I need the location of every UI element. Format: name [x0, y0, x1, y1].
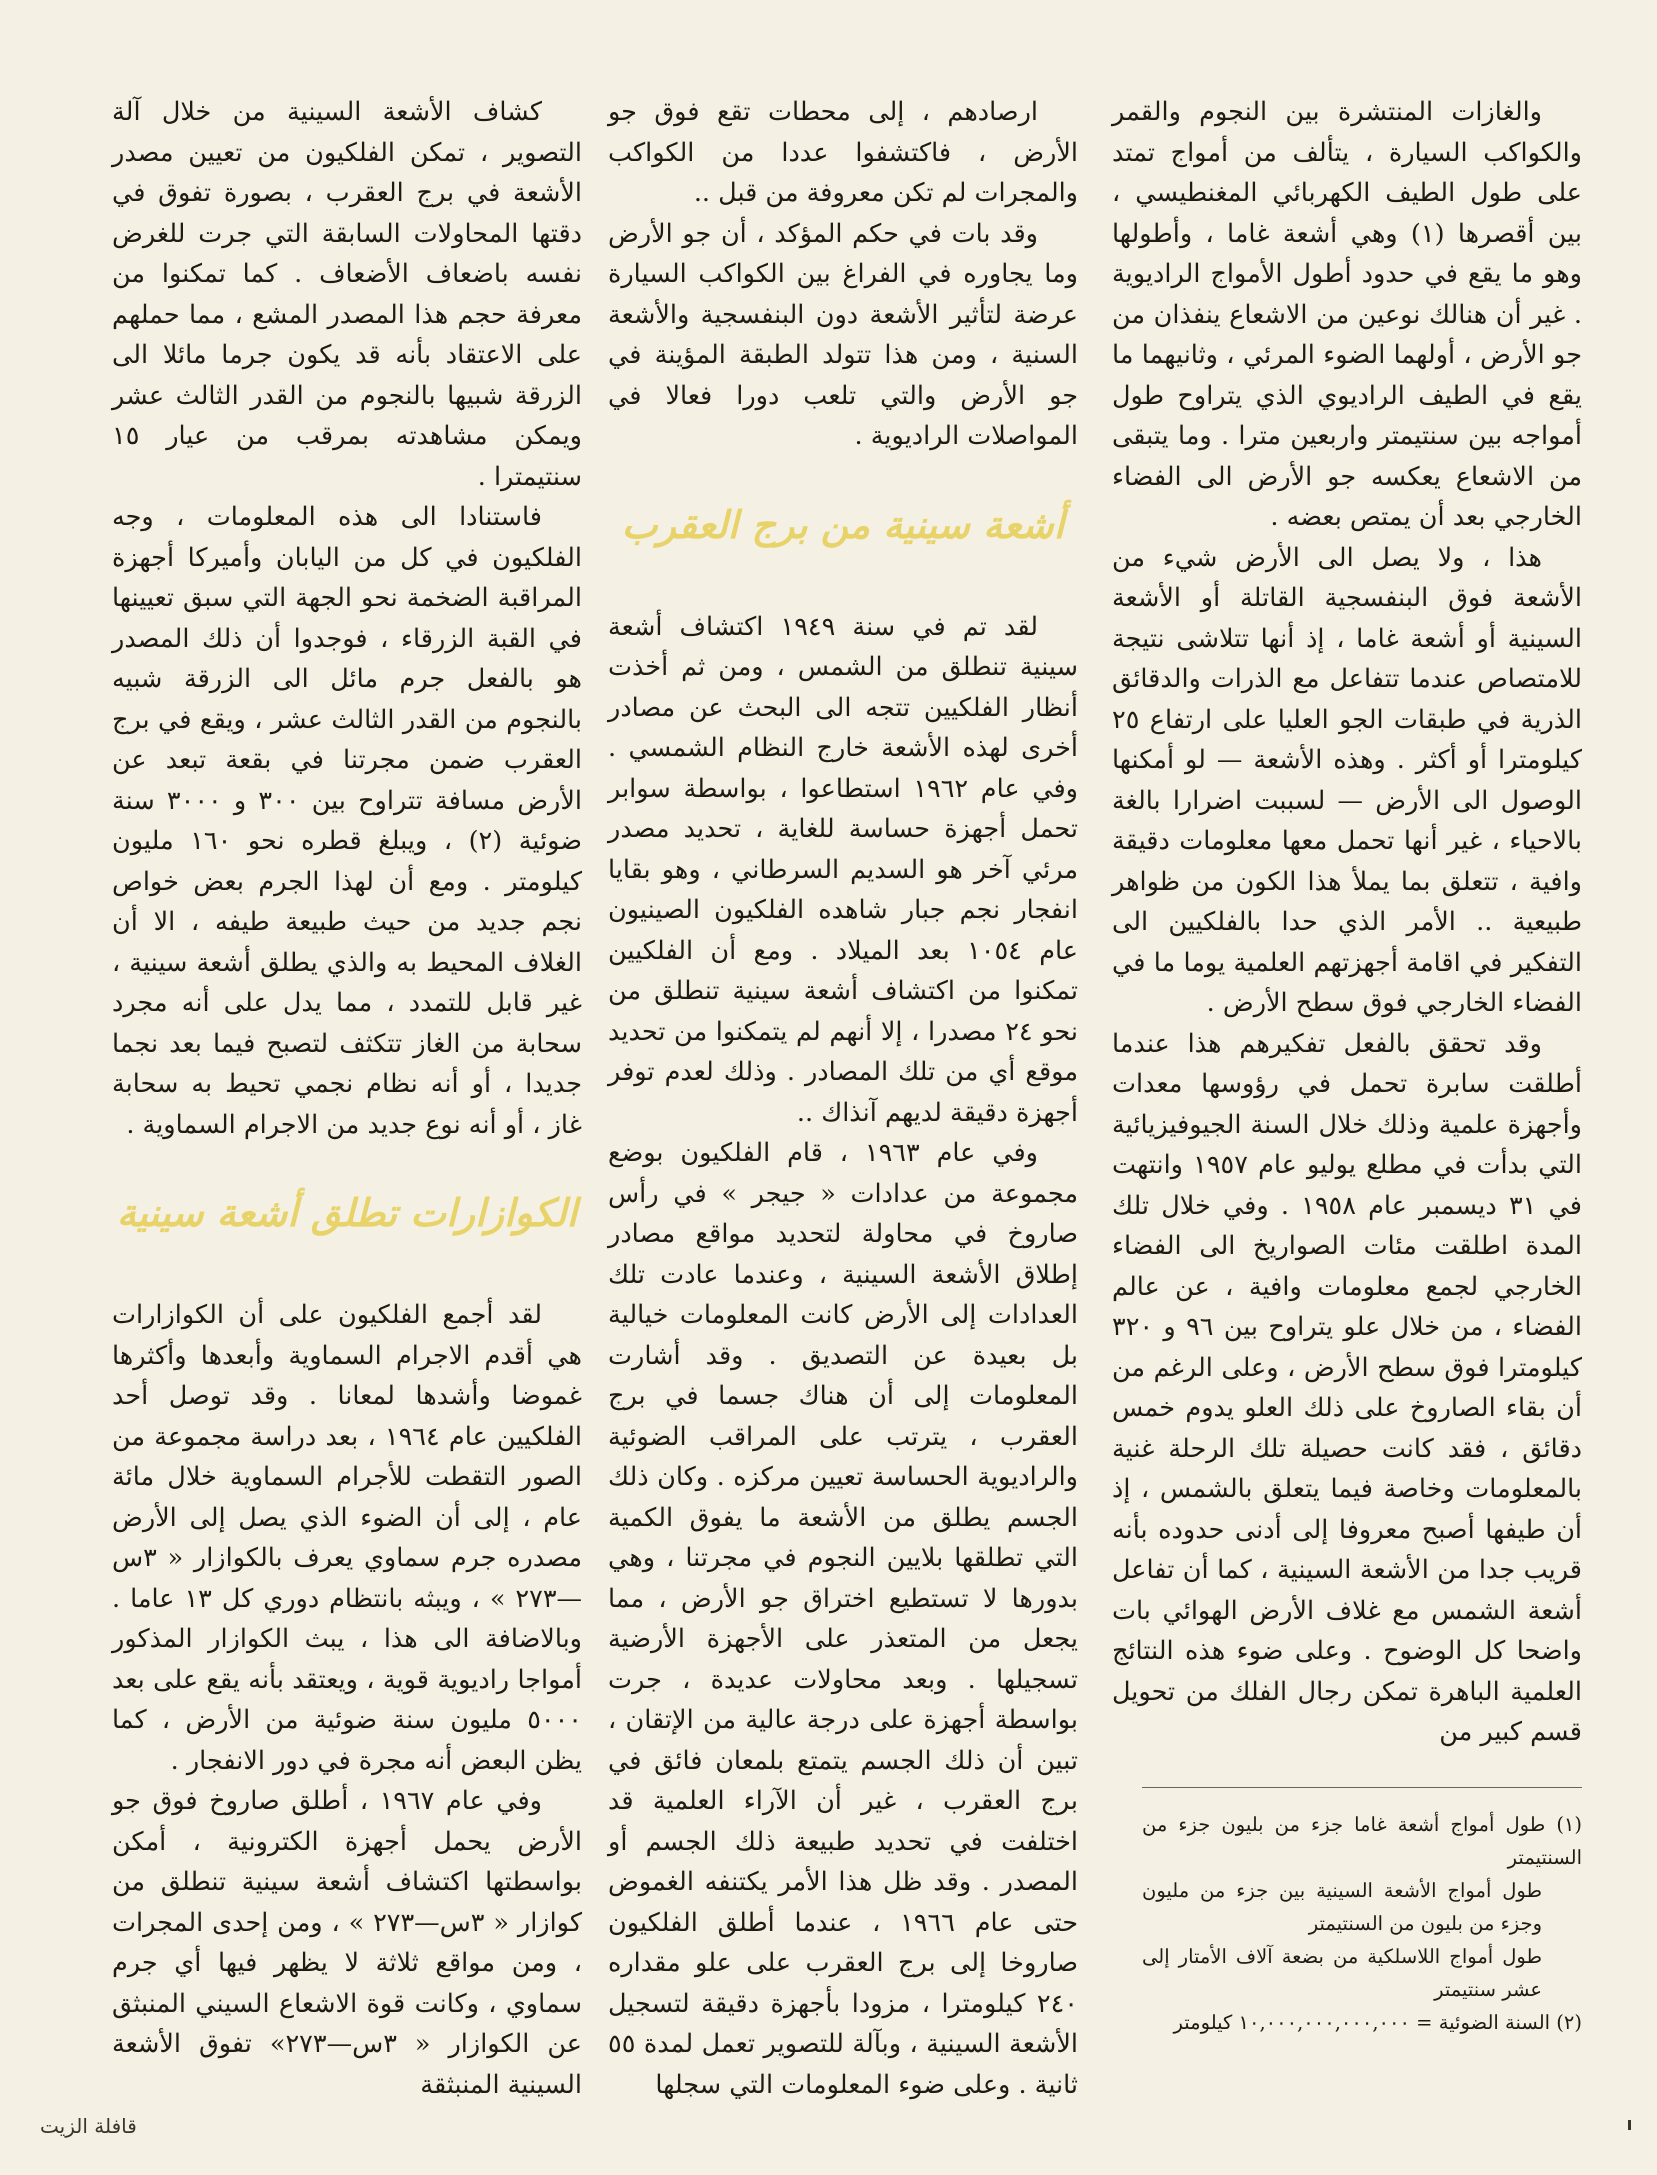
paragraph: والغازات المنتشرة بين النجوم والقمر والكواكب السيارة ، يتألف من أمواج تمتد على طول الطيف الكهربائي المغنطيسي ، بين أقصرها (١) وهي أشعة غاما ، وأطولها وهو ما يقع في حدود أطول الأمواج الراديوية . غير أن هنالك نوعين من الاشعاع ينفذان من جو الأرض ، أولهما الضوء المرئي ، وثانيهما ما يقع في الطيف الراديوي الذي يتراوح طول أمواجه بين سنتيمتر واربعين مترا . وما يتبقى من الاشعاع يعكسه جو الأرض الى الفضاء الخارجي بعد أن يمتص بعضه . — [1112, 97, 1583, 532]
paragraph: هذا ، ولا يصل الى الأرض شيء من الأشعة فوق البنفسجية القاتلة أو الأشعة السينية أو أشعة غاما ، إذ أنها تتلاشى نتيجة للامتصاص عندما تتفاعل مع الذرات والدقائق الذرية في طبقات الجو العليا على ارتفاع ٢٥ كيلومترا أو أكثر . وهذه الأشعة — لو أمكنها الوصول الى الأرض — لسببت اضرارا بالغة بالاحياء ، غير أنها تحمل معها معلومات دقيقة وافية ، تتعلق بما يملأ هذا الكون من ظواهر طبيعية .. الأمر الذي حدا بالفلكيين الى التفكير في اقامة أجهزتهم العلمية يوما ما في الفضاء الخارجي فوق سطح الأرض . — [1112, 542, 1582, 1018]
footnote-text: طول أمواج أشعة غاما جزء من بليون جزء من السنتيمتر — [1142, 1812, 1582, 1869]
section-heading-scorpius: أشعة سينية من برج العقرب — [621, 502, 1065, 547]
paragraph: لقد تم في سنة ١٩٤٩ اكتشاف أشعة سينية تنطلق من الشمس ، ومن ثم أخذت أنظار الفلكيين تتجه الى البحث عن مصادر أخرى لهذه الأشعة خارج النظام الشمسي . وفي عام ١٩٦٢ استطاعوا ، بواسطة سوابر تحمل أجهزة حساسة للغاية ، تحديد مصدر مرئي آخر هو السديم السرطاني ، وهو بقايا انفجار نجم جبار شاهده الفلكيون الصينيون عام ١٠٥٤ بعد الميلاد . ومع أن الفلكيين تمكنوا من اكتشاف أشعة سينية تنطلق من نحو ٢٤ مصدرا ، إلا أنهم لم يتمكنوا من تحديد موقع أي من تلك المصادر . وذلك لعدم توفر أجهزة دقيقة لديهم آنذاك .. — [608, 611, 1078, 1128]
footnote-1 — [1142, 1808, 1582, 1874]
footnote-2 — [1142, 2006, 1582, 2039]
paragraph: وفي عام ١٩٦٣ ، قام الفلكيون بوضع مجموعة من عدادات « جيجر » في رأس صاروخ في محاولة لتحديد مواقع مصادر إطلاق الأشعة السينية ، وعندما عادت تلك العدادات إلى الأرض كانت المعلومات خيالية بل بعيدة عن التصديق . وقد أشارت المعلومات إلى أن هناك جسما في برج العقرب ، يترتب على المراقب الضوئية والراديوية الحساسة تعيين مركزه . وكان ذلك الجسم يطلق من الأشعة ما يفوق الكمية التي تطلقها بلايين النجوم في مجرتنا ، وهي بدورها لا تستطيع اختراق جو الأرض ، مما يجعل من المتعذر على الأجهزة الأرضية تسجيلها . وبعد محاولات عديدة ، جرت بواسطة أجهزة على درجة عالية من الإتقان ، تبين أن ذلك الجسم يتمتع بلمعان فائق في برج العقرب ، غير أن الآراء العلمية قد اختلفت في تحديد طبيعة ذلك الجسم أو المصدر . وقد ظل هذا الأمر يكتنفه الغموض حتى عام ١٩٦٦ ، عندما أطلق الفلكيون صاروخا إلى برج العقرب على علو مقداره ٢٤٠ كيلومترا ، مزودا بأجهزة دقيقة لتسجيل الأشعة السينية ، وبآلة للتصوير تعمل لمدة ٥٥ ثانية . وعلى ضوء المعلومات التي سجلها — [608, 1138, 1078, 2100]
paragraph: وقد تحقق بالفعل تفكيرهم هذا عندما أطلقت سابرة تحمل في رؤوسها معدات وأجهزة علمية وذلك خلال السنة الجيوفيزيائية التي بدأت في مطلع يوليو عام ١٩٥٧ وانتهت في ٣١ ديسمبر عام ١٩٥٨ . وفي خلال تلك المدة اطلقت مئات الصواريخ الى الفضاء الخارجي لجمع معلومات وافية ، عن عالم الفضاء ، من خلال علو يتراوح بين ٩٦ و ٣٢٠ كيلومترا فوق سطح الأرض ، وعلى الرغم من أن بقاء الصاروخ على ذلك العلو يدوم خمس دقائق ، فقد كانت حصيلة تلك الرحلة غنية بالمعلومات وخاصة فيما يتعلق بالشمس ، إذ أن طيفها أصبح معروفا إلى أدنى حدوده بأنه قريب جدا من الأشعة السينية ، كما أن تفاعل أشعة الشمس مع غلاف الأرض الهوائي بات واضحا كل الوضوح . وعلى ضوء هذه النتائج العلمية الباهرة تمكن رجال الفلك من تحويل قسم كبير من — [1112, 1028, 1583, 1747]
paragraph: فاستنادا الى هذه المعلومات ، وجه الفلكيون في كل من اليابان وأميركا أجهزة المراقبة الضخمة نحو الجهة التي سبق تعيينها في القبة الزرقاء ، فوجدوا أن ذلك المصدر هو بالفعل جرم مائل الى الزرقة شبيه بالنجوم من القدر الثالث عشر ، ويقع في برج العقرب ضمن مجرتنا في بقعة تبعد عن الأرض مسافة تتراوح بين ٣٠٠ و ٣٠٠٠ سنة ضوئية (٢) ، ويبلغ قطره نحو ١٦٠ مليون كيلومتر . ومع أن لهذا الجرم بعض خواص نجم جديد من حيث طبيعة طيفه ، الا أن الغلاف المحيط به والذي يطلق أشعة سينية ، غير قابل للتمدد ، مما يدل على أنه مجرد سحابة من الغاز تتكثف لتصبح فيما بعد نجما جديدا ، أو أنه نظام نجمي تحيط به سحابة غاز ، أو أنه نوع جديد من الاجرام السماوية . — [112, 502, 583, 1140]
footnote-1-line-2: طول أمواج الأشعة السينية بين جزء من مليون وجزء من بليون من السنتيمتر — [1142, 1878, 1542, 1935]
page-edge-mark — [1628, 2120, 1631, 2130]
column-middle — [608, 92, 1078, 2105]
paragraph: ارصادهم ، إلى محطات تقع فوق جو الأرض ، فاكتشفوا عددا من الكواكب والمجرات لم تكن معروفة من قبل .. — [608, 97, 1078, 208]
footnote-marker: (٢) — [1556, 2010, 1582, 2034]
footnote-text: السنة الضوئية = ١٠,٠٠٠,٠٠٠,٠٠٠,٠٠٠ كيلومتر — [1173, 2010, 1551, 2034]
column-left — [112, 92, 582, 2105]
paragraph: كشاف الأشعة السينية من خلال آلة التصوير ، تمكن الفلكيون من تعيين مصدر الأشعة في برج العقرب ، بصورة تفوق في دقتها المحاولات السابقة التي جرت للغرض نفسه باضعاف الأضعاف . كما تمكنوا من معرفة حجم هذا المصدر المشع ، مما حملهم على الاعتقاد بأنه قد يكون جرما مائلا الى الزرقة شبيها بالنجوم من القدر الثالث عشر ويمكن مشاهدته بمرقب من عيار ١٥ سنتيمترا . — [112, 97, 582, 492]
paragraph: وفي عام ١٩٦٧ ، أطلق صاروخ فوق جو الأرض يحمل أجهزة الكترونية ، أمكن بواسطتها اكتشاف أشعة سينية تنطلق من كوازار « ٣س—٢٧٣ » ، ومن إحدى المجرات ، ومن مواقع ثلاثة لا يظهر فيها أي جرم سماوي ، وكانت قوة الاشعاع السيني المنبثق عن الكوازار « ٣س—٢٧٣» تفوق الأشعة السينية المنبثقة — [112, 1786, 582, 2100]
footnote-1-line-3: طول أمواج اللاسلكية من بضعة آلاف الأمتار إلى عشر سنتيمتر — [1142, 1944, 1542, 2001]
footnotes — [1142, 1787, 1582, 2039]
paragraph: لقد أجمع الفلكيون على أن الكوازارات هي أقدم الاجرام السماوية وأبعدها وأكثرها غموضا وأشدها لمعانا . وقد توصل أحد الفلكيين عام ١٩٦٤ ، بعد دراسة مجموعة من الصور التقطت للأجرام السماوية خلال مائة عام ، إلى أن الضوء الذي يصل إلى الأرض مصدره جرم سماوي يعرف بالكوازار « ٣س—٢٧٣ » ، ويبثه بانتظام دوري كل ١٣ عاما . وبالاضافة الى هذا ، يبث الكوازار المذكور أمواجا راديوية قوية ، ويعتقد بأنه يقع على بعد ٥٠٠٠ مليون سنة ضوئية من الأرض ، كما يظن البعض أنه مجرة في دور الانفجار . — [112, 1300, 583, 1776]
footnote-marker: (١) — [1556, 1812, 1583, 1836]
column-right — [1112, 92, 1582, 2039]
paragraph: وقد بات في حكم المؤكد ، أن جو الأرض وما يجاوره في الفراغ بين الكواكب السيارة عرضة لتأثير الأشعة دون البنفسجية والأشعة السنية ، ومن هذا تتولد الطبقة المؤينة في جو الأرض والتي تلعب دورا فعالا في المواصلات الراديوية . — [608, 218, 1078, 451]
section-heading-quasars: الكوازارات تطلق أشعة سينية — [116, 1191, 578, 1235]
magazine-name-footer: قافلة الزيت — [40, 2114, 137, 2138]
